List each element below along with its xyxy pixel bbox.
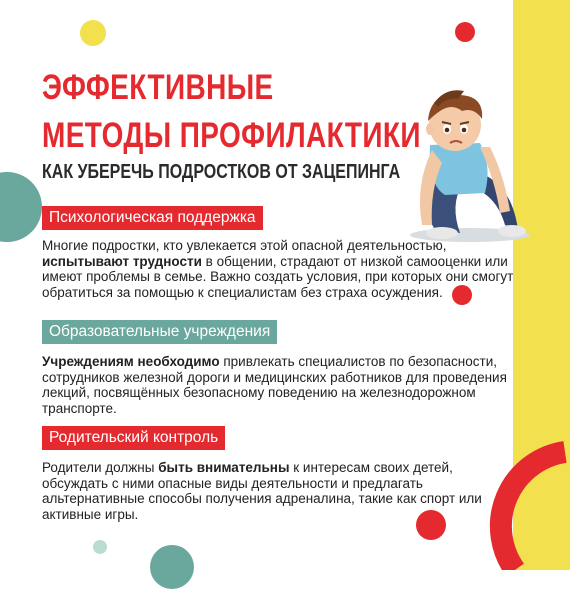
emphasis-text: испытывают трудности	[42, 253, 202, 269]
section-text-educational-institutions	[42, 354, 522, 416]
body-text: Многие подростки, кто увлекается этой опасной деятельностью,	[42, 238, 447, 253]
section-label-educational-institutions: Образовательные учреждения	[42, 320, 277, 344]
body-text: в общении, страдают от низкой самооценки или имеют проблемы в семье. Важно создать условия, при которых они смогут обратиться за помощью к специалистам без страха осуждения.	[42, 253, 514, 300]
body-text: привлекать специалистов по безопасности, сотрудников железной дороги и медицинских работников для проведения лекций, посвящённых безопасному поведению на железнодорожном транспорте.	[42, 354, 507, 416]
emphasis-text: Учреждениям необходимо	[42, 354, 220, 369]
decor-dot-mint-small	[93, 540, 107, 554]
section-text-psychological-support	[42, 238, 522, 300]
body-text: Родители должны	[42, 460, 159, 475]
decor-dot-teal-left	[0, 172, 42, 242]
body-text: к интересам своих детей, обсуждать с ними опасные виды деятельности и предлагать альтернативные способы получения адреналина, такие как спорт или активные игры.	[42, 460, 482, 522]
subtitle: КАК УБЕРЕЧЬ ПОДРОСТКОВ ОТ ЗАЦЕПИНГА	[42, 161, 401, 183]
section-label-parental-control: Родительский контроль	[42, 426, 225, 450]
decor-dot-yellow-top	[80, 20, 106, 46]
decor-dot-red-top	[455, 22, 475, 42]
title-line-2: МЕТОДЫ ПРОФИЛАКТИКИ	[42, 116, 421, 155]
decor-dot-teal-bottom	[150, 545, 194, 589]
title-line-1: ЭФФЕКТИВНЫЕ	[42, 68, 274, 107]
section-label-psychological-support: Психологическая поддержка	[42, 206, 263, 230]
sad-boy-illustration	[400, 85, 530, 245]
emphasis-text: быть внимательны	[158, 460, 290, 475]
section-text-parental-control	[42, 460, 522, 522]
